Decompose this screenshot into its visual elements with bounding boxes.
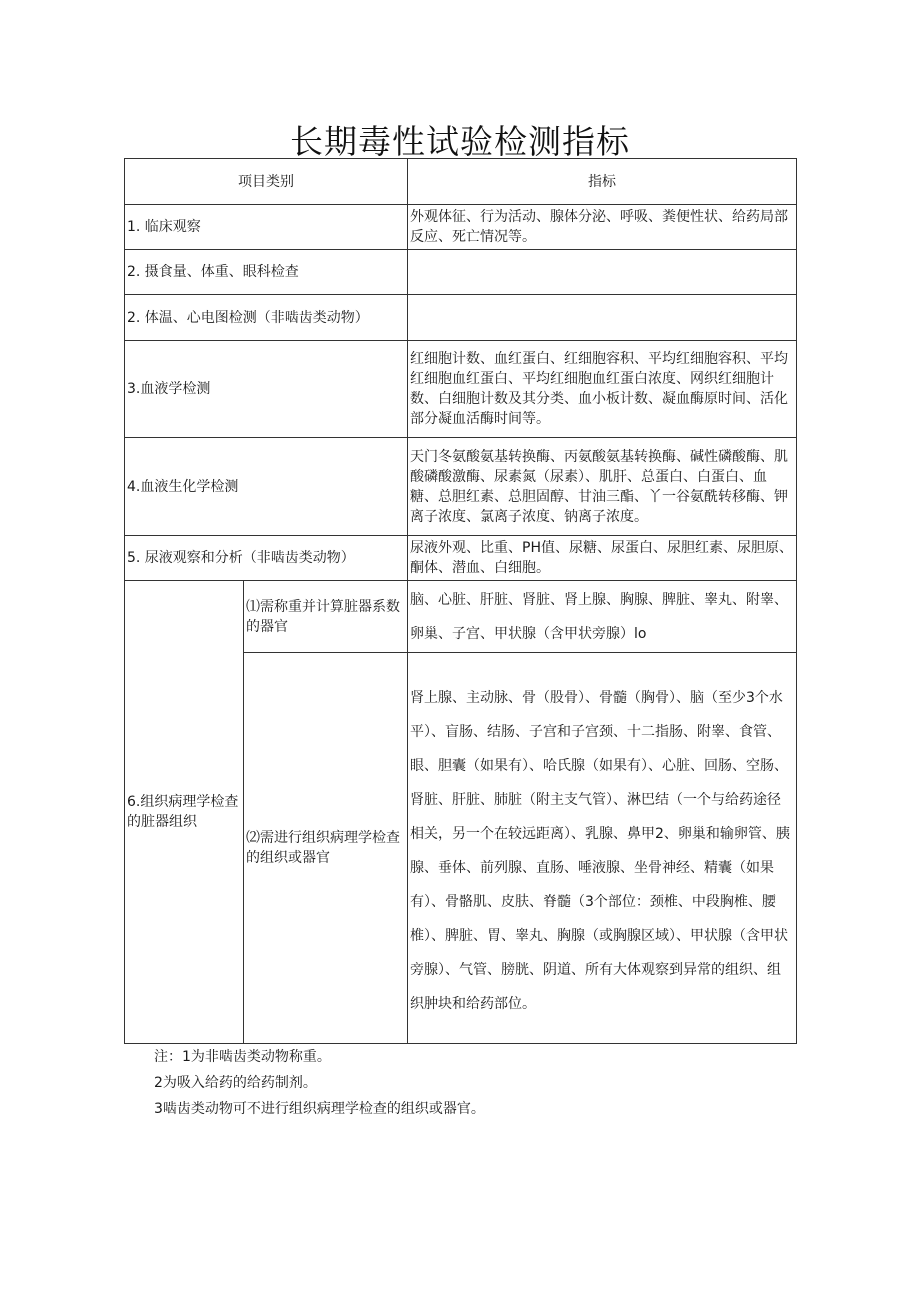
header-indicator: 指标 xyxy=(408,159,797,205)
pathology-category: 6.组织病理学检查的脏器组织 xyxy=(125,581,244,1044)
pathology-sub-label: ⑵需进行组织病理学检查的组织或器官 xyxy=(244,653,408,1044)
row-indicator xyxy=(408,295,797,341)
row-category: 2. 体温、心电图检测（非啮齿类动物） xyxy=(125,295,408,341)
table-row xyxy=(125,536,797,581)
footnotes xyxy=(154,1044,485,1122)
table-row xyxy=(125,438,797,536)
row-indicator: 尿液外观、比重、PH值、尿糖、尿蛋白、尿胆红素、尿胆原、酮体、潜血、白细胞。 xyxy=(408,536,797,581)
page-title: 长期毒性试验检测指标 xyxy=(290,122,630,161)
table-row xyxy=(125,250,797,295)
pathology-sub-indicator: 肾上腺、主动脉、骨（股骨）、骨髓（胸骨）、脑（至少3个水平）、盲肠、结肠、子宫和子宫颈、十二指肠、附睾、食管、眼、胆囊（如果有）、哈氏腺（如果有）、心脏、回肠、空肠、肾脏、肝脏、肺脏（附主支气管）、淋巴结（一个与给药途径相关，另一个在较远距离）、乳腺、鼻甲2、卵巢和输卵管、胰腺、垂体、前列腺、直肠、唾液腺、坐骨神经、精囊（如果有）、骨骼肌、皮肤、脊髓（3个部位：颈椎、中段胸椎、腰椎）、脾脏、胃、睾丸、胸腺（或胸腺区域）、甲状腺（含甲状旁腺）、气管、膀胱、阴道、所有大体观察到异常的组织、组织肿块和给药部位。 xyxy=(408,653,797,1044)
header-category: 项目类别 xyxy=(125,159,408,205)
row-category: 4.血液生化学检测 xyxy=(125,438,408,536)
row-category: 1. 临床观察 xyxy=(125,205,408,250)
row-indicator: 外观体征、行为活动、腺体分泌、呼吸、粪便性状、给药局部反应、死亡情况等。 xyxy=(408,205,797,250)
pathology-sub-label: ⑴需称重并计算脏器系数的器官 xyxy=(244,581,408,653)
table-row xyxy=(125,205,797,250)
footnote: 3啮齿类动物可不进行组织病理学检查的组织或器官。 xyxy=(154,1101,485,1117)
footnote: 2为吸入给药的给药制剂。 xyxy=(154,1075,317,1091)
row-indicator: 天门冬氨酸氨基转换酶、丙氨酸氨基转换酶、碱性磷酸酶、肌酸磷酸激酶、尿素氮（尿素）、肌肝、总蛋白、白蛋白、血糖、总胆红素、总胆固醇、甘油三酯、丫一谷氨酰转移酶、钾离子浓度、氯离子浓度、钠离子浓度。 xyxy=(408,438,797,536)
row-category: 5. 尿液观察和分析（非啮齿类动物） xyxy=(125,536,408,581)
row-category: 2. 摄食量、体重、眼科检查 xyxy=(125,250,408,295)
footnote: 注：1为非啮齿类动物称重。 xyxy=(154,1049,331,1065)
row-indicator: 红细胞计数、血红蛋白、红细胞容积、平均红细胞容积、平均红细胞血红蛋白、平均红细胞血红蛋白浓度、网织红细胞计数、白细胞计数及其分类、血小板计数、凝血酶原时间、活化部分凝血活酶时间等。 xyxy=(408,341,797,438)
row-indicator xyxy=(408,250,797,295)
table-row xyxy=(125,341,797,438)
table-header-row xyxy=(125,159,797,205)
table-row xyxy=(125,581,797,653)
pathology-sub-indicator: 脑、心脏、肝脏、肾脏、肾上腺、胸腺、脾脏、睾丸、附睾、卵巢、子宫、甲状腺（含甲状旁腺）lo xyxy=(408,581,797,653)
indicator-table xyxy=(124,158,797,1044)
table-row xyxy=(125,295,797,341)
row-category: 3.血液学检测 xyxy=(125,341,408,438)
